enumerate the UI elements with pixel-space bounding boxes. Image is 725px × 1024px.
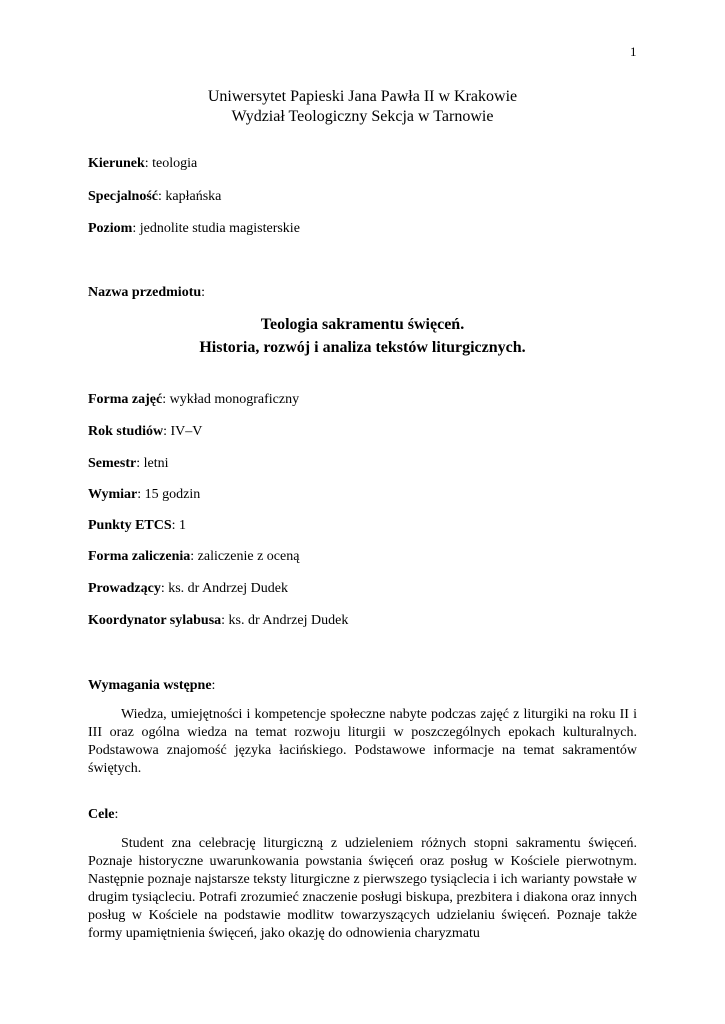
goals-text: Student zna celebrację liturgiczną z udzieleniem różnych stopni sakramentu święceń. Poznaje historyczne uwarunkowania powstania święceń oraz posług w Kościele pierwotnym. Następnie poznaje najstarsze teksty liturgiczne z pierwszego tysiąclecia i ich warianty powstałe w drugim tysiącleciu. Potrafi zrozumieć znaczenie posługi biskupa, prezbitera i diakona oraz innych posług w Kościele na podstawie modlitw towarzyszących udzielaniu święceń. Poznaje także formy upamiętnienia święceń, jako okazję do odnowienia charyzmatu bbox=[88, 836, 637, 941]
page-number: 1 bbox=[630, 44, 637, 59]
field-label: Specjalność bbox=[88, 189, 158, 204]
section-heading: Cele bbox=[88, 807, 115, 822]
field-poziom bbox=[88, 220, 300, 238]
field-label: Wymiar bbox=[88, 487, 138, 502]
field-value: : zaliczenie z oceną bbox=[190, 549, 300, 564]
section-heading: Wymagania wstępne bbox=[88, 678, 212, 693]
field-kierunek bbox=[88, 155, 197, 173]
course-name-label bbox=[88, 284, 205, 302]
field-value: : kapłańska bbox=[158, 189, 222, 204]
field-value: : IV–V bbox=[163, 424, 203, 439]
field-label: Prowadzący bbox=[88, 581, 161, 596]
field-wymiar bbox=[88, 486, 200, 504]
field-forma-zaliczenia bbox=[88, 548, 299, 566]
field-value: : ks. dr Andrzej Dudek bbox=[160, 581, 288, 596]
university-name: Uniwersytet Papieski Jana Pawła II w Krakowie bbox=[207, 88, 518, 105]
field-prowadzacy bbox=[88, 580, 288, 598]
field-value: : ks. dr Andrzej Dudek bbox=[221, 613, 349, 628]
field-punkty-etcs bbox=[88, 517, 186, 535]
field-colon: : bbox=[201, 285, 206, 300]
field-label: Koordynator sylabusa bbox=[88, 613, 222, 628]
field-value: : 1 bbox=[171, 518, 187, 533]
field-specjalnosc bbox=[88, 188, 221, 206]
field-value: : 15 godzin bbox=[137, 487, 201, 502]
course-title-line1: Teologia sakramentu święceń. bbox=[260, 316, 465, 333]
field-label: Forma zaliczenia bbox=[88, 549, 191, 564]
field-label: Semestr bbox=[88, 456, 137, 471]
field-label: Rok studiów bbox=[88, 424, 164, 439]
field-value: : jednolite studia magisterskie bbox=[132, 221, 300, 236]
field-label: Punkty ETCS bbox=[88, 518, 172, 533]
field-forma-zajec bbox=[88, 391, 299, 409]
field-rok-studiow bbox=[88, 423, 202, 441]
field-koordynator bbox=[88, 612, 348, 630]
goals-heading bbox=[88, 806, 118, 824]
faculty-name: Wydział Teologiczny Sekcja w Tarnowie bbox=[231, 108, 494, 125]
section-colon: : bbox=[114, 807, 119, 822]
field-label: Kierunek bbox=[88, 156, 145, 171]
field-label: Nazwa przedmiotu bbox=[88, 285, 202, 300]
section-colon: : bbox=[211, 678, 216, 693]
field-semestr bbox=[88, 455, 168, 473]
field-value: : teologia bbox=[144, 156, 198, 171]
field-value: : letni bbox=[136, 456, 169, 471]
field-label: Poziom bbox=[88, 221, 133, 236]
field-value: : wykład monograficzny bbox=[162, 392, 300, 407]
prerequisites-heading bbox=[88, 677, 215, 695]
prerequisites-text: Wiedza, umiejętności i kompetencje społeczne nabyte podczas zajęć z liturgiki na roku II i III oraz ogólna wiedza na temat rozwoju liturgii w poszczególnych epokach kulturalnych. Podstawowa znajomość języka łacińskiego. Podstawowe informacje na temat sakramentów świętych. bbox=[88, 707, 637, 776]
field-label: Forma zajęć bbox=[88, 392, 163, 407]
course-title-line2: Historia, rozwój i analiza tekstów liturgicznych. bbox=[199, 339, 526, 356]
